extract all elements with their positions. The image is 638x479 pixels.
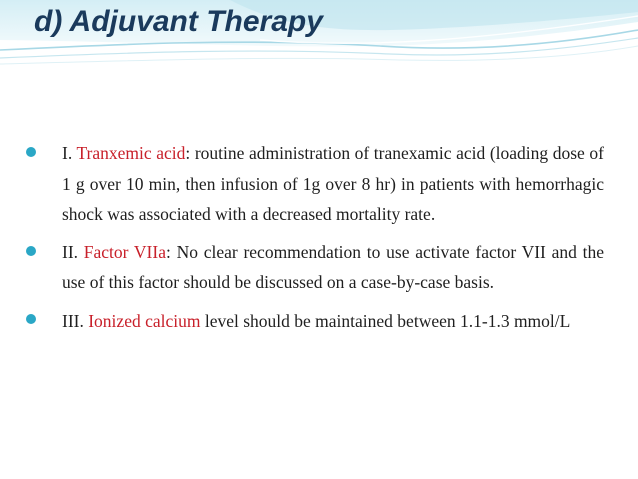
wave-line-3 <box>0 46 638 64</box>
bullet-term: Ionized calcium <box>88 310 201 331</box>
bullet-term: Tranxemic acid <box>76 143 186 163</box>
bullet-item-factor-viia <box>26 237 604 298</box>
bullet-item-ionized-calcium <box>26 305 604 338</box>
bullet-text: : No clear recommendation to use activate factor VII and the use of this factor should be discussed on a case-by-case basis. <box>62 241 605 292</box>
bullet-term: Factor VIIa <box>83 241 166 262</box>
bullet-number: III. <box>62 310 89 331</box>
bullet-number: II. <box>62 241 84 262</box>
slide-title: d) Adjuvant Therapy <box>34 5 323 38</box>
bullet-list <box>26 138 604 338</box>
bullet-text: level should be maintained between 1.1-1.3 mmol/L <box>200 310 571 331</box>
bullet-icon <box>26 314 36 324</box>
bullet-number: I. <box>62 143 77 163</box>
bullet-item-tranexamic-acid <box>26 138 604 230</box>
bullet-text: : routine administration of tranexamic acid (loading dose of 1 g over 10 min, then infusion of 1g over 8 hr) in patients with hemorrhagic shock was associated with a decreased mortality rate. <box>62 143 604 224</box>
bullet-icon <box>26 246 36 256</box>
bullet-icon <box>26 147 36 157</box>
